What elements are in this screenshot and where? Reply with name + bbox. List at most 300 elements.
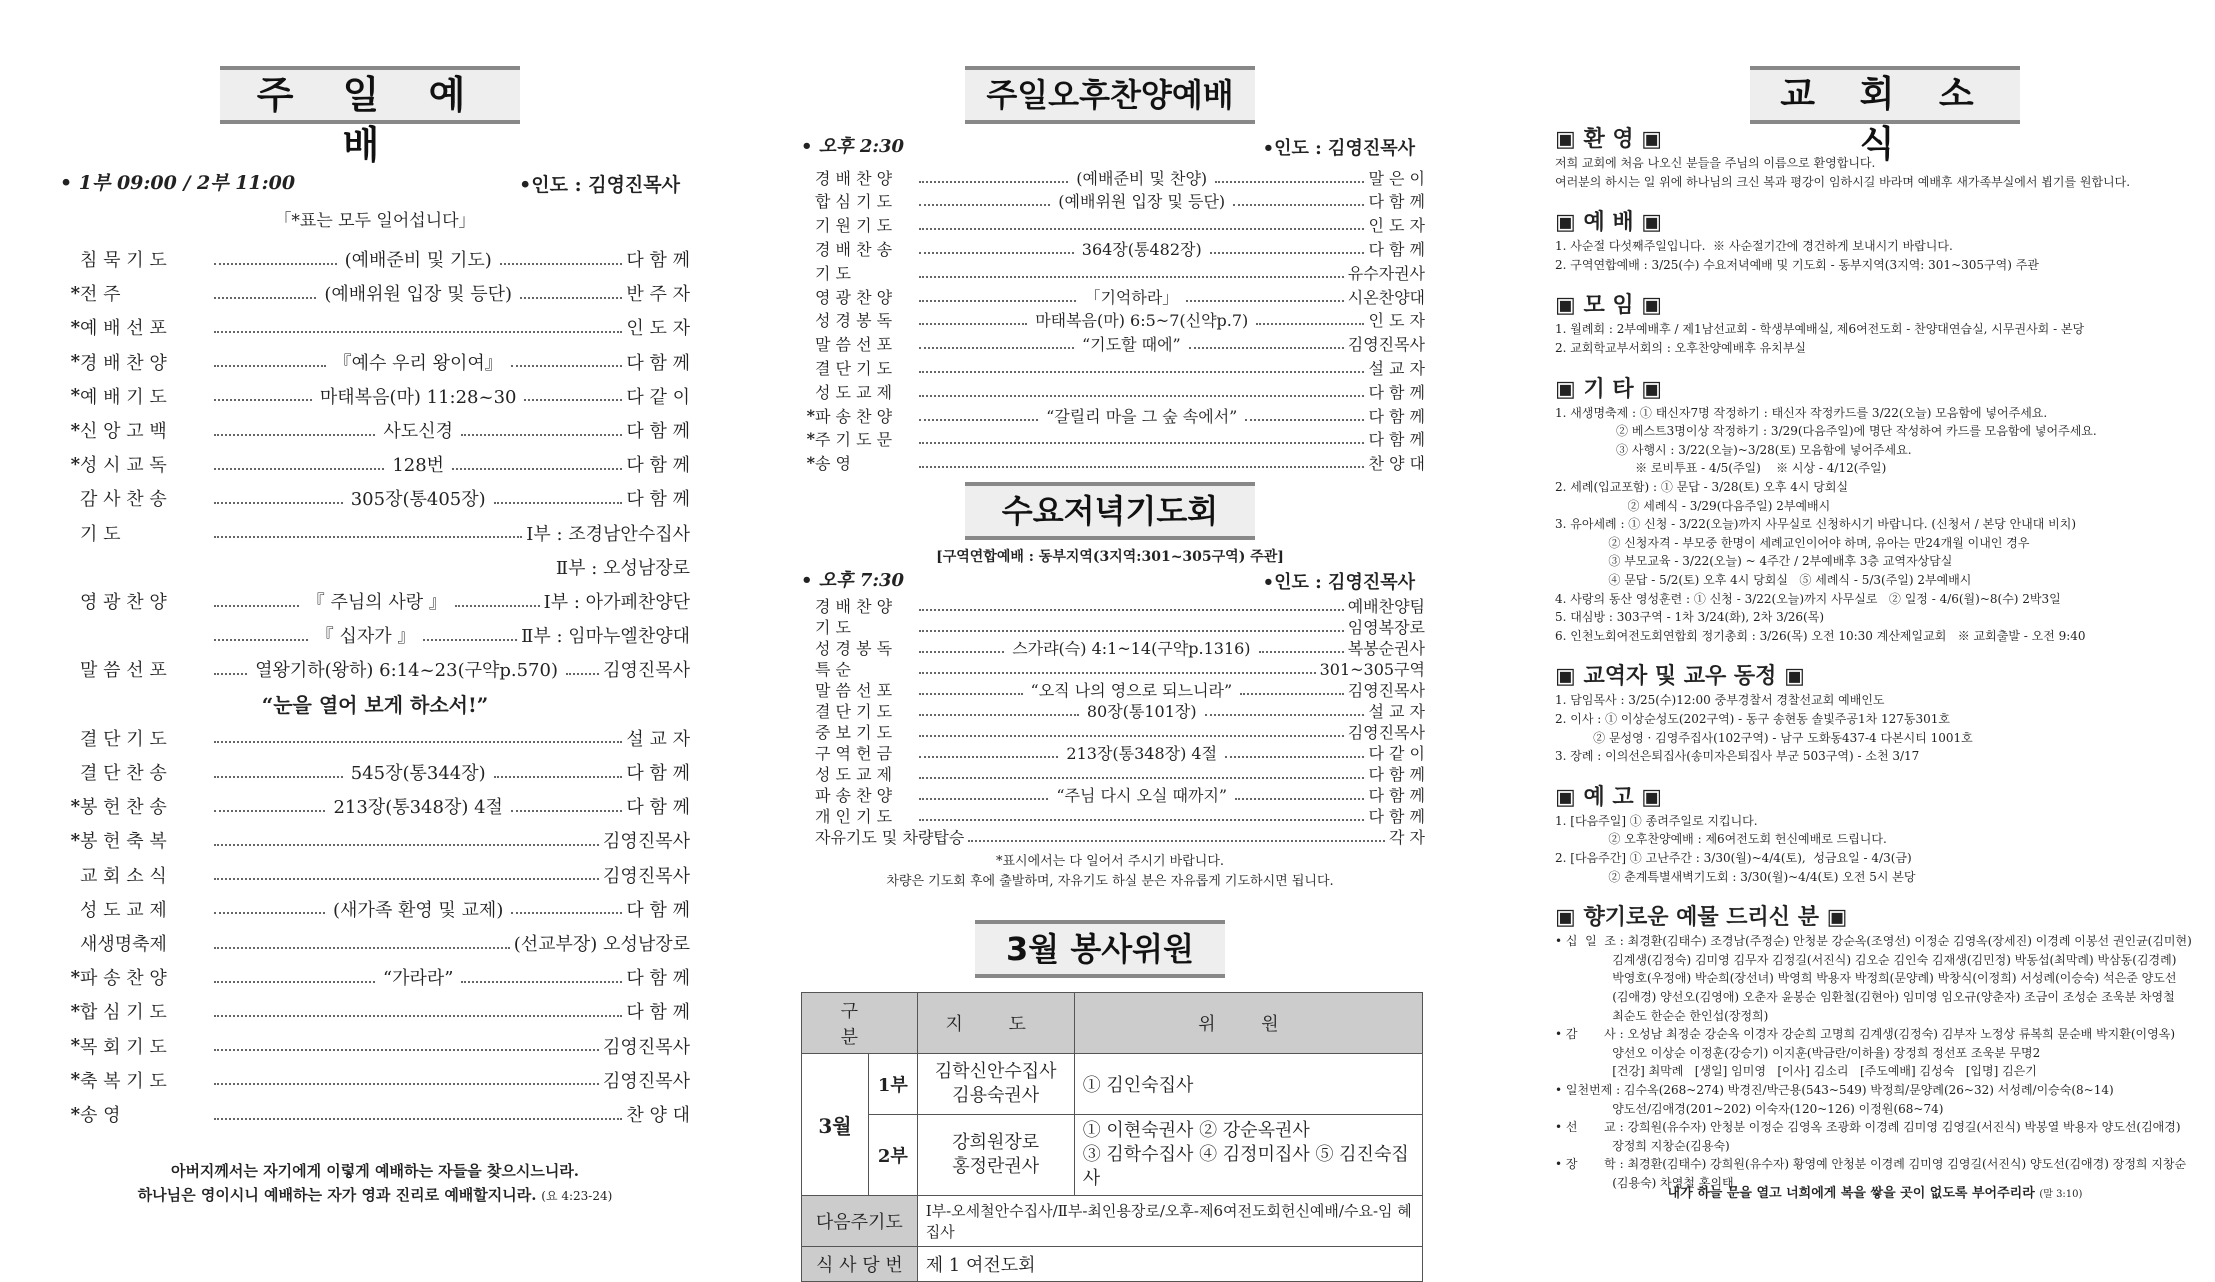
table-head-category: 구 분 <box>802 993 918 1054</box>
service-item-label: 성 도 교 제 <box>815 764 893 784</box>
news-line: 2. 구역연합예배 : 3/25(수) 수요저녁예배 및 기도회 - 동부지역(3지역: 301~305구역) 주관 <box>1555 257 2039 272</box>
table-part: 1부 <box>869 1054 918 1115</box>
service-item-person: 예배찬양팀 <box>1347 596 1425 616</box>
service-row <box>60 586 690 616</box>
news-line: (김용숙) 차영철 홍의태 <box>1555 1176 1734 1190</box>
leader-dots <box>214 1048 599 1051</box>
leader-dots <box>214 877 599 880</box>
leader-dots <box>1225 755 1364 758</box>
leader-dots <box>511 911 622 914</box>
service-row <box>60 723 690 753</box>
news-line: ② 춘계특별새벽기도회 : 3/30(월)~4/4(토) 오전 5시 본당 <box>1555 869 1916 884</box>
news-section-heading: ▣ 교역자 및 교우 동정 ▣ <box>1555 664 1805 690</box>
member-line: ③ 김학수집사 ④ 김정미집사 ⑤ 김진숙집사 <box>1082 1144 1409 1189</box>
leader-dots <box>919 818 1364 821</box>
news-section-heading: ▣ 기 타 ▣ <box>1555 376 1663 402</box>
table-part: 2부 <box>869 1115 918 1196</box>
service-item-person: 김영진목사 <box>603 1070 690 1092</box>
standing-mark: * <box>70 385 80 407</box>
service-item-content: “가라라” <box>382 968 454 990</box>
service-item-person: 인 도 자 <box>1368 216 1425 236</box>
standing-mark: * <box>70 966 80 988</box>
service-item-person: 다 함 께 <box>626 899 690 921</box>
news-line: 1. 담임목사 : 3/25(수)12:00 중부경찰서 경찰선교회 예배인도 <box>1555 693 1885 708</box>
table-row <box>802 1196 1423 1247</box>
leader-dots <box>214 911 325 914</box>
service-item-label: 경 배 찬 송 <box>815 239 893 259</box>
leader-dots <box>214 946 510 949</box>
service-item-label: 말 씀 선 포 <box>815 680 893 700</box>
service-item-label: 개 인 기 도 <box>815 806 893 826</box>
leader-dots <box>524 398 622 401</box>
service-item-label: 예 배 기 도 <box>80 386 167 408</box>
service-row <box>60 825 690 855</box>
news-line: 양선오 이상순 이정훈(강승기) 이지훈(박금란/이하율) 장정희 정선포 조욱분 무명2 <box>1555 1045 2041 1060</box>
news-line: 5. 대심방 : 303구역 - 1차 3/24(화), 2차 3/26(목) <box>1555 610 1825 625</box>
service-item-person: Ⅱ부 : 임마누엘찬양대 <box>521 626 690 648</box>
leader-dots <box>1189 346 1344 349</box>
service-item-label: 기 원 기 도 <box>815 216 893 236</box>
service-item-label: 합 심 기 도 <box>80 1002 167 1024</box>
service-item-person: 김영진목사 <box>603 831 690 853</box>
service-item-content: (예배위원 입장 및 등단) <box>324 284 513 306</box>
service-row <box>795 404 1425 426</box>
standing-mark: * <box>70 419 80 441</box>
leader-dots <box>968 839 1385 842</box>
leader-dots <box>919 608 1344 611</box>
service-row <box>795 615 1425 637</box>
service-item-person: (선교부장) 오성남장로 <box>513 934 690 955</box>
service-row <box>60 757 690 787</box>
leader-dots <box>494 501 623 504</box>
service-item-content: 「기억하라」 <box>1084 287 1179 307</box>
leader-dots <box>494 775 623 778</box>
service-item-label: 전 주 <box>80 284 121 306</box>
service-row <box>60 894 690 924</box>
standing-note: 「*표는 모두 일어섭니다」 <box>274 211 476 231</box>
table-lead <box>917 1054 1074 1115</box>
service-item-content: 스가랴(슥) 4:1~14(구약p.1316) <box>1012 638 1251 658</box>
service-item-person: 다 같 이 <box>1368 743 1426 763</box>
leader-dots <box>214 433 375 436</box>
service-item-label: 성 시 교 독 <box>80 455 167 477</box>
service-item-label: 경 배 찬 양 <box>80 352 167 374</box>
service-row <box>60 244 690 274</box>
leader-dots <box>520 296 622 299</box>
service-item-person: 찬 양 대 <box>1368 454 1425 474</box>
leader-dots <box>919 713 1079 716</box>
leader-dots <box>1259 650 1344 653</box>
service-row <box>60 928 690 958</box>
next-week-prayer-value: Ⅰ부-오세철안수집사/Ⅱ부-최인용장로/오후-제6여전도회헌신예배/수요-임 혜집사 <box>917 1196 1422 1247</box>
service-item-content: “주님 다시 오실 때까지” <box>1056 785 1228 805</box>
news-line: 1. 사순절 다섯째주일입니다. ※ 사순절기간에 경건하게 보내시기 바랍니다. <box>1555 239 1953 254</box>
service-item-person: 복봉순권사 <box>1347 638 1426 658</box>
middle-column <box>795 0 1426 1276</box>
leader-dots <box>566 672 599 675</box>
service-item-label: 송 영 <box>80 1105 121 1126</box>
service-row <box>795 804 1425 826</box>
service-item-label: 자유기도 및 차량탑승 <box>815 827 965 847</box>
afternoon-worship-title: 주일오후찬양예배 <box>965 66 1255 124</box>
leader-dots <box>919 734 1344 737</box>
service-row <box>795 261 1425 283</box>
service-row <box>795 783 1425 805</box>
table-row <box>802 1247 1423 1282</box>
service-row <box>795 452 1425 474</box>
service-item-label: 봉 헌 찬 송 <box>80 797 167 819</box>
service-row <box>60 312 690 342</box>
standing-mark: * <box>70 1035 80 1057</box>
service-item-label: 성 도 교 제 <box>815 382 893 402</box>
service-item-person: 반 주 자 <box>626 284 690 306</box>
service-row <box>60 483 690 513</box>
right-column <box>1555 0 2195 1240</box>
news-line: 최순도 한순순 한인섭(장정희) <box>1555 1008 1769 1023</box>
service-item-person: 다 함 께 <box>1368 382 1425 402</box>
leader-dots <box>214 843 599 846</box>
service-item-person: 설 교 자 <box>626 728 690 750</box>
service-item-label: 구 역 헌 금 <box>815 743 893 763</box>
service-item-person: 다 함 께 <box>1368 430 1425 450</box>
news-line: • 일천번제 : 김수옥(268~274) 박경진/박근용(543~549) 박정희/문양례(26~32) 서성례/이승숙(8~14) <box>1555 1083 2114 1097</box>
service-row <box>795 166 1425 188</box>
news-line: ③ 부모교육 - 3/22(오늘) ~ 4주간 / 2부예배후 3층 교역자상담실 <box>1555 554 1953 569</box>
service-item-person: 설 교 자 <box>1368 358 1425 378</box>
service-row <box>60 689 690 719</box>
news-line: ② 신청자격 - 부모중 한명이 세례교인이어야 하며, 유아는 만24개월 이내인 경우 <box>1555 535 2030 550</box>
standing-mark: * <box>70 829 80 851</box>
news-line: 양도선/김애경(201~202) 이숙자(120~126) 이정원(68~74) <box>1555 1101 1944 1116</box>
leader-dots <box>919 299 1076 302</box>
service-row <box>795 636 1425 658</box>
lead-name: 홍정란권사 <box>952 1156 1040 1177</box>
service-item-person: 김영진목사 <box>1347 722 1425 742</box>
leader-dots <box>1256 322 1364 325</box>
service-item-content: 364장(통482장) <box>1081 239 1202 259</box>
leader-dots <box>919 180 1068 183</box>
service-item-person: 말 은 이 <box>1368 168 1425 188</box>
service-row <box>795 380 1425 402</box>
service-item-person: 다 함 께 <box>626 489 690 511</box>
service-item-content: 『 십자가 』 <box>315 626 416 648</box>
next-week-prayer-label: 다음주기도 <box>802 1196 918 1247</box>
news-line: 3. 장례 : 이의선은퇴집사(송미자은퇴집사 부군 503구역) - 소천 3/17 <box>1555 749 1920 764</box>
leader-dots <box>919 251 1074 254</box>
service-item-label: 송 영 <box>815 454 851 474</box>
service-item-label: 주 기 도 문 <box>815 430 893 450</box>
service-item-content: (새가족 환영 및 교제) <box>333 899 504 921</box>
leader-dots <box>214 809 325 812</box>
service-row <box>60 1099 690 1129</box>
service-item-label: 특 순 <box>815 659 851 679</box>
service-item-person: 김영진목사 <box>603 660 691 682</box>
news-line: 6. 인천노회여전도회연합회 정기총회 : 3/26(목) 오전 10:30 계산제일교회 ※ 교회출발 - 오전 9:40 <box>1555 628 2086 643</box>
table-head-members: 위 원 <box>1074 993 1422 1054</box>
service-item-label: 감 사 찬 송 <box>80 489 167 511</box>
wednesday-prayer-title: 수요저녁기도회 <box>965 482 1255 540</box>
service-item-label: 예 배 선 포 <box>80 318 167 340</box>
leader-dots <box>500 262 623 265</box>
news-line: ② 세례식 - 3/29(다음주일) 2부예배시 <box>1555 498 1831 513</box>
service-item-label: 새생명축제 <box>80 934 167 955</box>
service-row <box>795 333 1425 355</box>
service-row <box>795 825 1425 847</box>
service-item-content: 80장(통101장) <box>1086 701 1197 721</box>
news-line: • 장 학 : 최경환(김태수) 강희원(유수자) 황영예 안청분 이경례 김미영 김영길(서진식) 양도선(김애경) 장정희 지창순 <box>1555 1157 2187 1172</box>
left-verse-2: 하나님은 영이시니 예배하는 자가 영과 진리로 예배할지니라. <box>137 1186 537 1204</box>
service-row <box>795 657 1425 679</box>
service-item-person: Ⅰ부 : 조경남안수집사 <box>526 523 690 545</box>
leader-dots <box>214 330 622 333</box>
leader-dots <box>919 692 1023 695</box>
service-item-label: 성 경 봉 독 <box>815 638 893 658</box>
service-item-label: 경 배 찬 양 <box>815 168 893 188</box>
wednesday-leader: •인도 : 김영진목사 <box>1262 572 1415 593</box>
service-item-person: 다 함 께 <box>626 352 690 374</box>
leader-dots <box>214 535 522 538</box>
service-item-person: 김영진목사 <box>1347 335 1426 355</box>
service-row <box>60 962 690 992</box>
service-item-person: 다 함 께 <box>1368 406 1425 426</box>
table-lead <box>917 1115 1074 1196</box>
service-item-person: 다 함 께 <box>626 968 690 990</box>
wednesday-note-b: 차량은 기도회 후에 출발하며, 자유기도 하실 분은 자유롭게 기도하시면 됩니다. <box>886 874 1334 889</box>
service-row <box>795 741 1425 763</box>
leader-dots <box>214 638 308 641</box>
news-line: 여러분의 하시는 일 위에 하나님의 크신 복과 평강이 임하시길 바라며 예배후 새가족부실에서 뵙기를 원합니다. <box>1555 174 2131 189</box>
table-head-leader: 지 도 <box>917 993 1074 1054</box>
service-item-content: 마태복음(마) 6:5~7(신약p.7) <box>1035 311 1249 331</box>
news-line: 장정희 지창순(김용숙) <box>1555 1138 1730 1153</box>
leader-dots <box>919 227 1364 230</box>
news-line: • 감 사 : 오성남 최정순 강순옥 이경자 강순희 고명희 김계생(김정숙) 김부자 노정상 류복희 문순배 박지환(이영옥) <box>1555 1027 2176 1042</box>
service-row <box>795 428 1425 450</box>
service-item-content: 『 주님의 사랑 』 <box>306 592 447 613</box>
standing-mark: * <box>70 453 80 475</box>
service-item-person: 다 함 께 <box>626 455 691 477</box>
service-row <box>60 381 690 411</box>
leader-dots <box>511 364 623 367</box>
news-line: • 십 일 조 : 최경환(김태수) 조경남(주정순) 안청분 강순옥(조영선) 이정순 김영옥(장세진) 이경례 이봉선 권인균(김미현) <box>1555 934 2192 949</box>
service-item-label: 영 광 찬 양 <box>815 287 893 307</box>
right-verse-ref: (말 3:10) <box>2039 1189 2083 1200</box>
service-row <box>795 237 1425 259</box>
service-item-label: 말 씀 선 포 <box>80 660 167 682</box>
service-row <box>60 278 690 308</box>
leader-dots <box>919 629 1344 632</box>
service-item-person: 다 함 께 <box>1368 806 1425 826</box>
leader-dots <box>214 980 375 983</box>
service-row <box>60 791 690 821</box>
service-item-person: 시온찬양대 <box>1347 287 1426 307</box>
table-header-row <box>802 993 1423 1054</box>
leader-dots <box>214 296 316 299</box>
news-section-heading: ▣ 향기로운 예물 드리신 분 ▣ <box>1555 905 1848 931</box>
leader-dots <box>919 650 1004 653</box>
standing-mark: * <box>806 429 815 449</box>
service-item-person: 다 함 께 <box>626 763 690 784</box>
service-leader: •인도 : 김영진목사 <box>519 174 680 196</box>
leader-dots <box>919 203 1050 206</box>
service-item-label: 결 단 기 도 <box>80 728 167 750</box>
news-line: ④ 문답 - 5/2(토) 오후 4시 당회실 ⑤ 세례식 - 5/3(주일) 2부예배시 <box>1555 573 1972 587</box>
leader-dots <box>919 418 1038 421</box>
service-item-person: 다 함 께 <box>626 250 691 271</box>
table-month: 3월 <box>802 1054 869 1196</box>
service-item-label: 결 단 기 도 <box>815 358 893 378</box>
leader-dots <box>1186 299 1343 302</box>
news-line: (김애경) 양선오(김영애) 오춘자 윤봉순 임환철(김현아) 임미영 임오규(양춘자) 조금이 조성순 조욱분 차영철 <box>1555 990 2175 1004</box>
news-line: 1. [다음주일] ① 종려주일로 지킵니다. <box>1555 813 1758 828</box>
standing-mark: * <box>70 1000 80 1022</box>
left-column <box>60 0 690 1240</box>
service-item-person: 301~305구역 <box>1319 659 1425 679</box>
table-row <box>802 1054 1423 1115</box>
leader-dots <box>919 755 1058 758</box>
service-row <box>60 620 690 650</box>
service-item-person: Ⅰ부 : 아가페찬양단 <box>543 592 691 613</box>
wednesday-time: • 오후 7:30 <box>801 570 905 591</box>
leader-dots <box>423 638 517 641</box>
leader-dots <box>455 604 540 607</box>
news-line: ② 베스트3명이상 작정하기 : 3/29(다음주일)에 명단 작성하여 카드를 모음함에 넣어주세요. <box>1555 424 2097 439</box>
lead-name: 강희원장로 <box>952 1132 1040 1153</box>
leader-dots <box>919 797 1048 800</box>
meal-duty-label: 식 사 당 번 <box>802 1247 918 1282</box>
standing-mark: * <box>70 282 80 304</box>
service-item-content: 213장(통348장) 4절 <box>1066 743 1218 763</box>
leader-dots <box>919 370 1364 373</box>
leader-dots <box>919 441 1364 444</box>
service-item-label: 목 회 기 도 <box>80 1036 167 1058</box>
service-item-label: 말 씀 선 포 <box>815 335 893 355</box>
service-row <box>795 594 1425 616</box>
service-item-content: 545장(통344장) <box>350 763 486 784</box>
service-item-person: 다 함 께 <box>626 797 690 819</box>
leader-dots <box>214 672 247 675</box>
news-line: 2. 이사 : ① 이상순성도(202구역) - 동구 송현동 솔빛주공1차 127동301호 <box>1555 712 1951 726</box>
service-item-label: 봉 헌 축 복 <box>80 831 167 853</box>
leader-dots <box>214 740 622 743</box>
service-item-label: 영 광 찬 양 <box>80 592 167 613</box>
service-item-person: 찬 양 대 <box>626 1105 690 1126</box>
service-row <box>795 678 1425 700</box>
service-row <box>60 654 690 684</box>
service-item-content: 128번 <box>392 455 445 477</box>
leader-dots <box>214 1082 599 1085</box>
standing-mark: * <box>806 453 815 473</box>
news-section-heading: ▣ 예 배 ▣ <box>1555 210 1663 236</box>
service-item-label: 결 단 기 도 <box>815 701 893 721</box>
service-item-person: 다 함 께 <box>626 421 691 442</box>
service-row <box>795 699 1425 721</box>
lead-name: 김학신안수집사 <box>934 1061 1057 1082</box>
leader-dots <box>919 671 1316 674</box>
news-line: ③ 사행시 : 3/22(오늘)~3/28(토) 모음함에 넣어주세요. <box>1555 442 1912 457</box>
service-row <box>795 285 1425 307</box>
service-item-content: 사도신경 <box>383 421 453 442</box>
service-item-person: 다 함 께 <box>626 1002 690 1024</box>
service-item-content: “오직 나의 영으로 되느니라” <box>1030 680 1233 700</box>
sermon-title: “눈을 열어 보게 하소서!” <box>261 693 489 718</box>
news-line: ※ 로비투표 - 4/5(주일) ※ 시상 - 4/12(주일) <box>1555 461 1887 476</box>
service-row <box>60 996 690 1026</box>
leader-dots <box>919 275 1344 278</box>
news-line: 2. 교회학교부서회의 : 오후찬양예배후 유치부실 <box>1555 341 1806 355</box>
news-line: 4. 사랑의 동산 영성훈련 : ① 신청 - 3/22(오늘)까지 사무실로 ② 일정 - 4/6(월)~8(수) 2박3일 <box>1555 591 2061 606</box>
leader-dots <box>1245 418 1364 421</box>
service-item-person: 김영진목사 <box>603 865 690 887</box>
leader-dots <box>919 394 1364 397</box>
service-row <box>795 762 1425 784</box>
service-item-person: Ⅱ부 : 오성남장로 <box>555 557 690 579</box>
news-section-heading: ▣ 예 고 ▣ <box>1555 784 1663 810</box>
service-item-label: 신 앙 고 백 <box>80 421 167 442</box>
table-row <box>802 1115 1423 1196</box>
service-row <box>795 720 1425 742</box>
leader-dots <box>214 364 326 367</box>
service-item-content: 213장(통348장) 4절 <box>333 797 503 819</box>
left-verse-ref: (요 4:23-24) <box>541 1189 613 1203</box>
service-time: • 1부 09:00 / 2부 11:00 <box>60 172 296 194</box>
leader-dots <box>214 262 337 265</box>
service-row <box>60 860 690 890</box>
lead-name: 김용숙권사 <box>952 1085 1040 1106</box>
leader-dots <box>214 604 299 607</box>
news-line: ② 문성영 · 김영주집사(102구역) - 남구 도화동437-4 다본시티 1001호 <box>1555 730 1973 745</box>
service-item-label: 침 묵 기 도 <box>80 250 167 271</box>
service-item-person: 인 도 자 <box>626 318 690 340</box>
leader-dots <box>214 775 343 778</box>
standing-mark: * <box>70 316 80 338</box>
meal-duty-value: 제 1 여전도회 <box>917 1247 1422 1282</box>
service-item-label: 축 복 기 도 <box>80 1070 167 1092</box>
service-item-label: 합 심 기 도 <box>815 192 893 212</box>
news-line: ② 오후찬양예배 : 제6여전도회 헌신예배로 드립니다. <box>1555 832 1887 847</box>
leader-dots <box>1215 180 1364 183</box>
service-row <box>60 449 690 479</box>
leader-dots <box>1235 797 1364 800</box>
service-item-content: 305장(통405장) <box>350 489 486 511</box>
service-item-person: 설 교 자 <box>1368 701 1425 721</box>
news-line: 저희 교회에 처음 나오신 분들을 주님의 이름으로 환영합니다. <box>1555 156 1876 170</box>
service-item-label: 교 회 소 식 <box>80 865 167 887</box>
right-verse-line <box>1555 1182 2195 1201</box>
leader-dots <box>214 398 312 401</box>
service-item-label: 파 송 찬 양 <box>80 968 167 990</box>
service-row <box>60 1065 690 1095</box>
leader-dots <box>1205 713 1365 716</box>
leader-dots <box>1240 692 1344 695</box>
service-item-label: 파 송 찬 양 <box>815 406 893 426</box>
service-item-label: 기 도 <box>815 617 851 637</box>
leader-dots <box>919 776 1364 779</box>
leader-dots <box>1210 251 1365 254</box>
service-row <box>795 214 1425 236</box>
left-verse-2-line <box>60 1184 690 1205</box>
service-item-person: 다 함 께 <box>1368 239 1426 259</box>
service-item-content: (예배준비 및 기도) <box>344 250 492 271</box>
standing-mark: * <box>70 1069 80 1091</box>
service-row <box>795 309 1425 331</box>
service-row <box>60 1031 690 1061</box>
service-item-content: 『예수 우리 왕이여』 <box>333 352 503 374</box>
service-item-content: “기도할 때에” <box>1082 335 1181 355</box>
service-row <box>795 356 1425 378</box>
volunteers-table <box>801 992 1423 1282</box>
service-item-person: 다 함 께 <box>1368 764 1425 784</box>
